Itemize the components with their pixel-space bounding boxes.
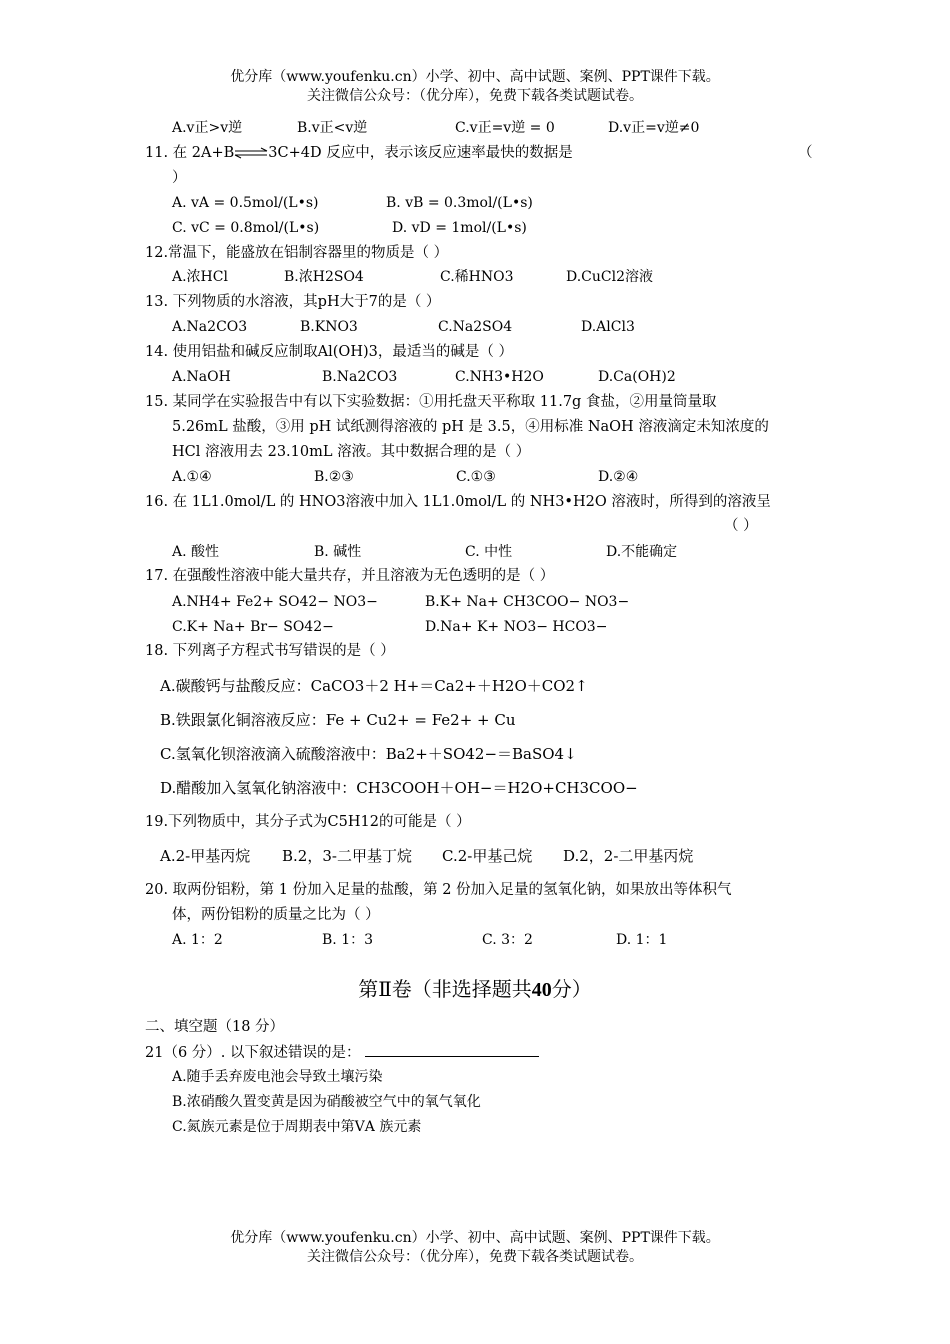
q19-option-d: D.2，2-二甲基丙烷 [563, 847, 694, 865]
q12-option-d: D.CuCl2溶液 [566, 269, 654, 285]
q20-option-a: A. 1：2 [172, 932, 223, 948]
q14-option-c: C.NH3•H2O [455, 369, 544, 385]
q21-option-a: A.随手丢弃废电池会导致土壤污染 [172, 1069, 383, 1085]
q19-option-c: C.2-甲基己烷 [442, 847, 533, 865]
q10-d-text: D.v正=v逆≠0 [608, 120, 700, 136]
section-2-title [0, 976, 950, 1003]
q16-option-c: C. 中性 [465, 544, 513, 560]
q13-option-c: C.Na2SO4 [438, 319, 513, 335]
q10-b-text: B.v正<v逆 [297, 120, 368, 136]
q11-stem [145, 143, 573, 163]
q16-option-d: D.不能确定 [606, 544, 678, 560]
q16-option-b: B. 碱性 [314, 544, 362, 560]
q14-stem: 14. 使用铝盐和碱反应制取Al(OH)3，最适当的碱是（ ） [145, 344, 513, 360]
q18-stem: 18. 下列离子方程式书写错误的是（ ） [145, 643, 395, 659]
q11-paren-open: （ [798, 145, 813, 161]
q15-option-d: D.②④ [598, 469, 639, 485]
q11-paren-close: ） [172, 170, 187, 186]
q12-option-c: C.稀HNO3 [440, 269, 514, 285]
q21-option-b: B.浓硝酸久置变黄是因为硝酸被空气中的氧气氧化 [172, 1094, 481, 1110]
header-line-1: 优分库（www.youfenku.cn）小学、初中、高中试题、案例、PPT课件下载。 [230, 69, 720, 85]
q18-option-d: D.醋酸加入氢氧化钠溶液中：CH3COOH＋OH−＝H2O+CH3COO− [160, 779, 638, 797]
footer-line-2: 关注微信公众号：（优分库），免费下载各类试题试卷。 [307, 1249, 643, 1265]
q11-stem-pre: 11. 在 2A+B [145, 145, 235, 161]
q10-option-d [608, 118, 699, 138]
q10-option-b [297, 118, 367, 138]
fill-in-heading: 二、填空题（18 分） [145, 1019, 285, 1035]
q13-option-a: A.Na2CO3 [172, 319, 248, 335]
q10-option-c [455, 118, 555, 138]
q15-line-3: HCl 溶液用去 23.10mL 溶液。其中数据合理的是（ ） [172, 444, 531, 460]
q17-option-c: C.K+ Na+ Br− SO42− [172, 619, 334, 635]
q21-option-c: C.氮族元素是位于周期表中第ⅤA 族元素 [172, 1119, 422, 1135]
q12-option-b: B.浓H2SO4 [284, 269, 364, 285]
footer-line-1: 优分库（www.youfenku.cn）小学、初中、高中试题、案例、PPT课件下载。 [230, 1230, 720, 1246]
q17-option-d: D.Na+ K+ NO3− HCO3− [425, 619, 608, 635]
q11-option-b: B. vB = 0.3mol/(L•s) [386, 195, 533, 211]
q18-option-c: C.氢氧化钡溶液滴入硫酸溶液中：Ba2+＋SO42−＝BaSO4↓ [160, 745, 577, 763]
q20-option-d: D. 1：1 [616, 932, 668, 948]
q19-option-a: A.2-甲基丙烷 [160, 847, 251, 865]
q20-line-1: 20. 取两份铝粉，第 1 份加入足量的盐酸，第 2 份加入足量的氢氧化钠，如果放出等体积气 [145, 882, 732, 898]
q13-stem: 13. 下列物质的水溶液，其pH大于7的是（ ） [145, 294, 441, 310]
q13-option-d: D.AlCl3 [581, 319, 635, 335]
equilibrium-arrow-icon [234, 147, 268, 159]
q12-option-a: A.浓HCl [172, 269, 228, 285]
q14-option-a: A.NaOH [172, 369, 231, 385]
q16-paren: （ ） [724, 518, 758, 534]
q15-option-c: C.①③ [456, 469, 496, 485]
q20-line-2: 体，两份铝粉的质量之比为（ ） [172, 907, 380, 923]
q18-option-a: A.碳酸钙与盐酸反应：CaCO3＋2 H+＝Ca2+＋H2O＋CO2↑ [160, 677, 588, 695]
q15-option-a: A.①④ [172, 469, 212, 485]
q17-option-b: B.K+ Na+ CH3COO− NO3− [425, 594, 630, 610]
header-line-2: 关注微信公众号：（优分库），免费下载各类试题试卷。 [307, 88, 643, 104]
q20-option-c: C. 3：2 [482, 932, 533, 948]
q10-c-text: C.v正=v逆 = 0 [455, 120, 555, 136]
q21-stem [145, 1042, 539, 1063]
q11-option-a: A. vA = 0.5mol/(L•s) [172, 195, 319, 211]
q18-option-b: B.铁跟氯化铜溶液反应：Fe + Cu2+ = Fe2+ + Cu [160, 711, 516, 729]
section-2-title-num: 40 [531, 979, 552, 1001]
q16-option-a: A. 酸性 [172, 544, 220, 560]
q19-stem: 19.下列物质中，其分子式为C5H12的可能是（ ） [145, 814, 471, 830]
q10-option-a [172, 118, 242, 138]
q17-stem: 17. 在强酸性溶液中能大量共存，并且溶液为无色透明的是（ ） [145, 568, 555, 584]
q11-option-c: C. vC = 0.8mol/(L•s) [172, 220, 320, 236]
q16-line-1: 16. 在 1L1.0mol/L 的 HNO3溶液中加入 1L1.0mol/L 的 NH3•H2O 溶液时，所得到的溶液呈 [145, 494, 771, 510]
q19-option-b: B.2，3-二甲基丁烷 [282, 847, 412, 865]
q10-a-text: A.v正>v逆 [172, 120, 243, 136]
q21-answer-blank[interactable] [365, 1042, 539, 1057]
q13-option-b: B.KNO3 [300, 319, 358, 335]
q20-option-b: B. 1：3 [322, 932, 374, 948]
q12-stem: 12.常温下，能盛放在铝制容器里的物质是（ ） [145, 245, 449, 261]
q11-stem-post: 3C+4D 反应中，表示该反应速率最快的数据是 [268, 145, 573, 161]
q15-line-1: 15. 某同学在实验报告中有以下实验数据：①用托盘天平称取 11.7g 食盐，②用量筒量取 [145, 394, 717, 410]
q14-option-b: B.Na2CO3 [322, 369, 398, 385]
q17-option-a: A.NH4+ Fe2+ SO42− NO3− [172, 594, 378, 610]
q15-line-2: 5.26mL 盐酸，③用 pH 试纸测得溶液的 pH 是 3.5，④用标准 NaOH 溶液滴定未知浓度的 [172, 419, 769, 435]
q15-option-b: B.②③ [314, 469, 354, 485]
q21-stem-text: 21（6 分）. 以下叙述错误的是： [145, 1045, 361, 1061]
section-2-title-post: 分） [551, 977, 592, 1001]
section-2-title-pre: 第Ⅱ卷（非选择题共 [358, 977, 532, 1001]
q11-option-d: D. vD = 1mol/(L•s) [392, 220, 527, 236]
q14-option-d: D.Ca(OH)2 [598, 369, 676, 385]
